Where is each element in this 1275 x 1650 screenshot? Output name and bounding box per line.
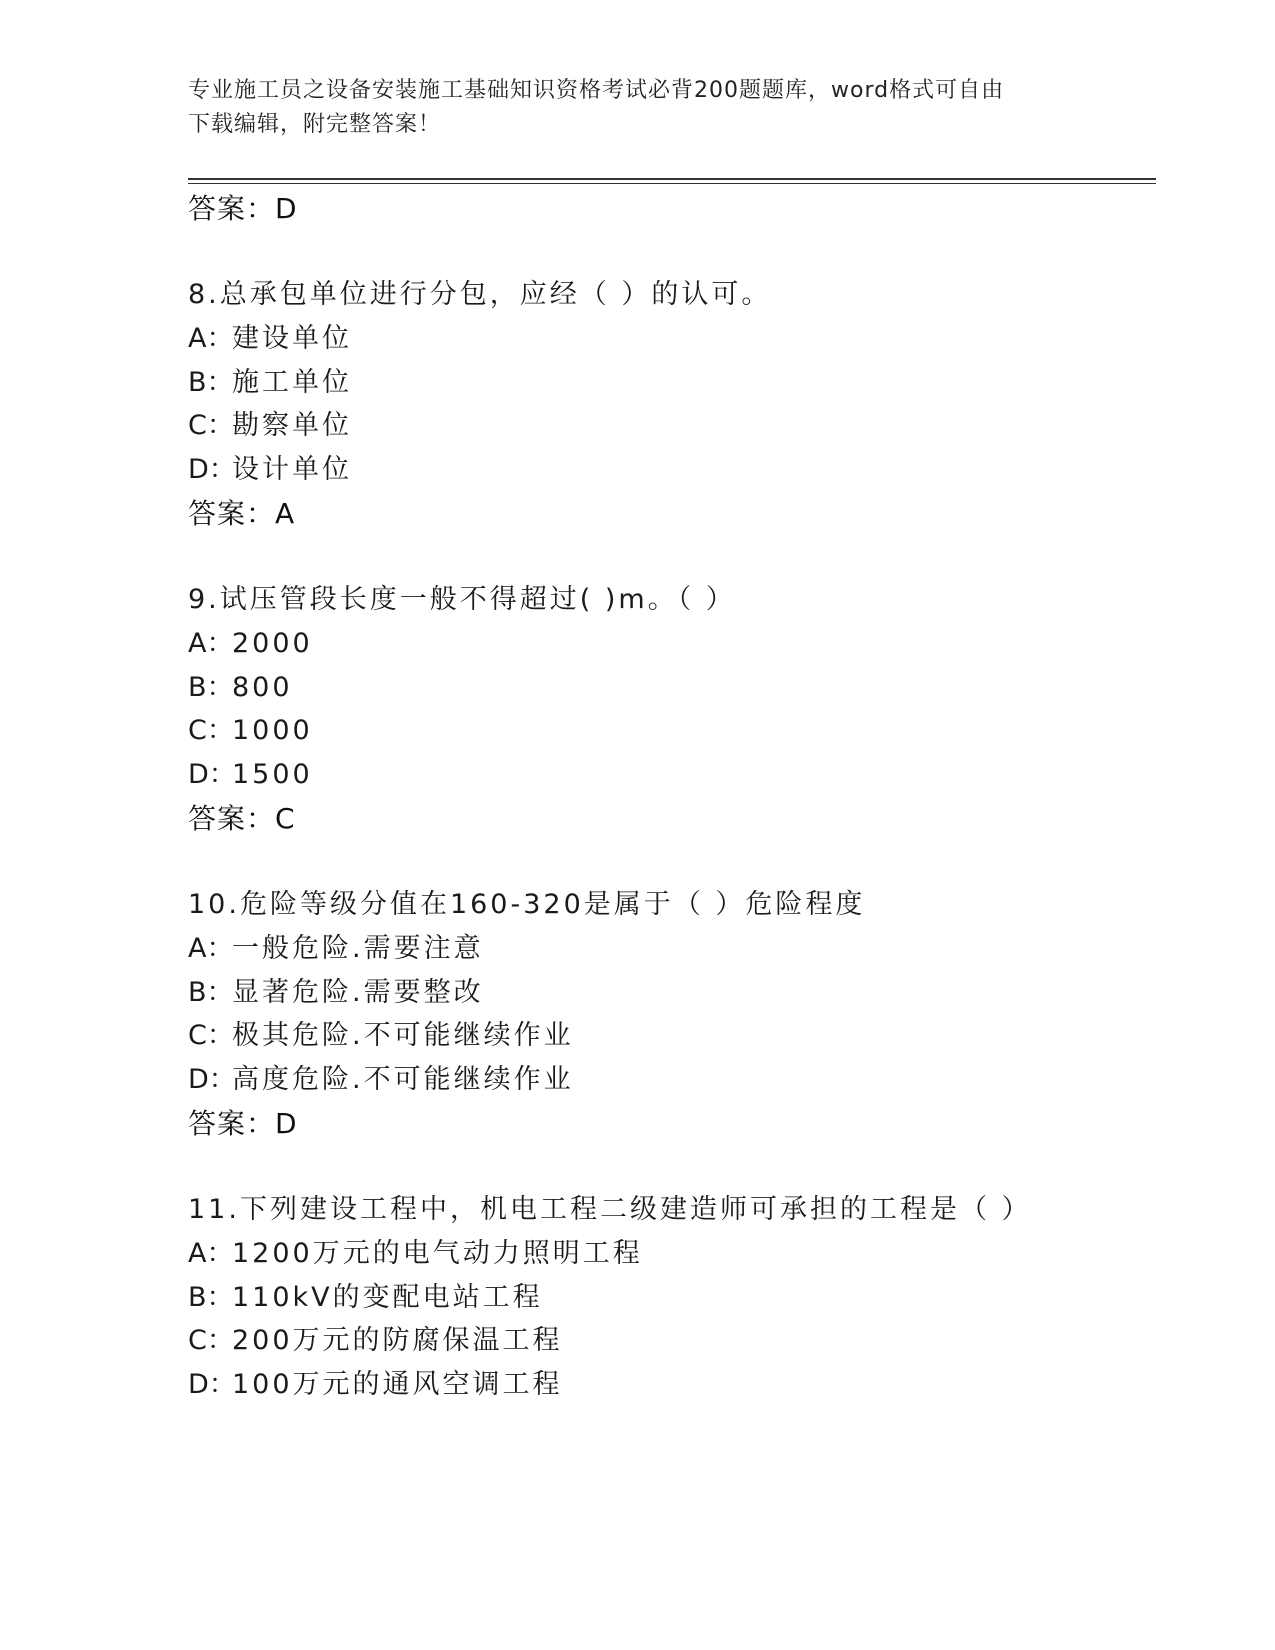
question-8-answer: 答案：A (188, 497, 296, 530)
prev-answer: 答案：D (188, 192, 298, 225)
question-9-option-c (188, 708, 313, 747)
option-letter: A： (188, 1238, 234, 1269)
option-letter: B： (188, 367, 234, 398)
question-9-option-b (188, 665, 293, 704)
option-text: 1200万元的电气动力照明工程 (232, 1238, 643, 1269)
option-text: 一般危险.需要注意 (232, 933, 484, 964)
option-letter: C： (188, 1020, 234, 1051)
option-letter: A： (188, 933, 234, 964)
option-text: 极其危险.不可能继续作业 (232, 1020, 574, 1051)
option-text: 110kV的变配电站工程 (232, 1282, 543, 1313)
option-text: 1000 (232, 715, 313, 746)
option-letter: D： (188, 454, 236, 485)
question-11-stem: 11.下列建设工程中，机电工程二级建造师可承担的工程是（ ） (188, 1194, 1032, 1225)
option-text: 2000 (232, 628, 313, 659)
option-letter: B： (188, 1282, 234, 1313)
option-text: 高度危险.不可能继续作业 (232, 1064, 574, 1095)
option-text: 勘察单位 (232, 410, 352, 441)
header-rule-thin (188, 183, 1156, 184)
option-text: 1500 (232, 759, 313, 790)
option-text: 100万元的通风空调工程 (232, 1369, 563, 1400)
question-10-option-a (188, 926, 484, 965)
question-9-stem: 9.试压管段长度一般不得超过( )m。（ ） (188, 584, 736, 615)
header-rule-thick (188, 178, 1156, 180)
header-line-2: 下载编辑，附完整答案！ (188, 112, 442, 137)
option-letter: C： (188, 715, 234, 746)
question-10-option-c (188, 1013, 574, 1052)
question-9-option-a (188, 621, 313, 660)
option-letter: A： (188, 323, 234, 354)
question-10-option-d (188, 1057, 574, 1096)
option-text: 800 (232, 672, 293, 703)
option-letter: D： (188, 1064, 236, 1095)
option-letter: D： (188, 1369, 236, 1400)
option-text: 施工单位 (232, 367, 352, 398)
option-text: 200万元的防腐保温工程 (232, 1325, 563, 1356)
header-line-1: 专业施工员之设备安装施工基础知识资格考试必背200题题库，word格式可自由 (188, 78, 1005, 103)
question-10-option-b (188, 970, 484, 1009)
option-text: 显著危险.需要整改 (232, 977, 484, 1008)
question-9-answer: 答案：C (188, 802, 296, 835)
question-9-option-d (188, 752, 313, 791)
option-letter: A： (188, 628, 234, 659)
question-10-stem: 10.危险等级分值在160-320是属于（ ）危险程度 (188, 889, 866, 920)
question-11-option-d (188, 1362, 563, 1401)
question-8-option-b (188, 360, 352, 399)
question-11-option-a (188, 1231, 643, 1270)
question-11-option-c (188, 1318, 563, 1357)
question-8-option-c (188, 403, 352, 442)
question-11-option-b (188, 1275, 543, 1314)
option-text: 设计单位 (232, 454, 352, 485)
option-letter: C： (188, 410, 234, 441)
question-8-option-a (188, 316, 352, 355)
option-letter: C： (188, 1325, 234, 1356)
option-letter: B： (188, 672, 234, 703)
question-10-answer: 答案：D (188, 1107, 298, 1140)
question-8-option-d (188, 447, 352, 486)
option-letter: B： (188, 977, 234, 1008)
document-header (188, 74, 1088, 142)
question-8-stem: 8.总承包单位进行分包，应经（ ）的认可。 (188, 279, 772, 310)
option-letter: D： (188, 759, 236, 790)
option-text: 建设单位 (232, 323, 352, 354)
